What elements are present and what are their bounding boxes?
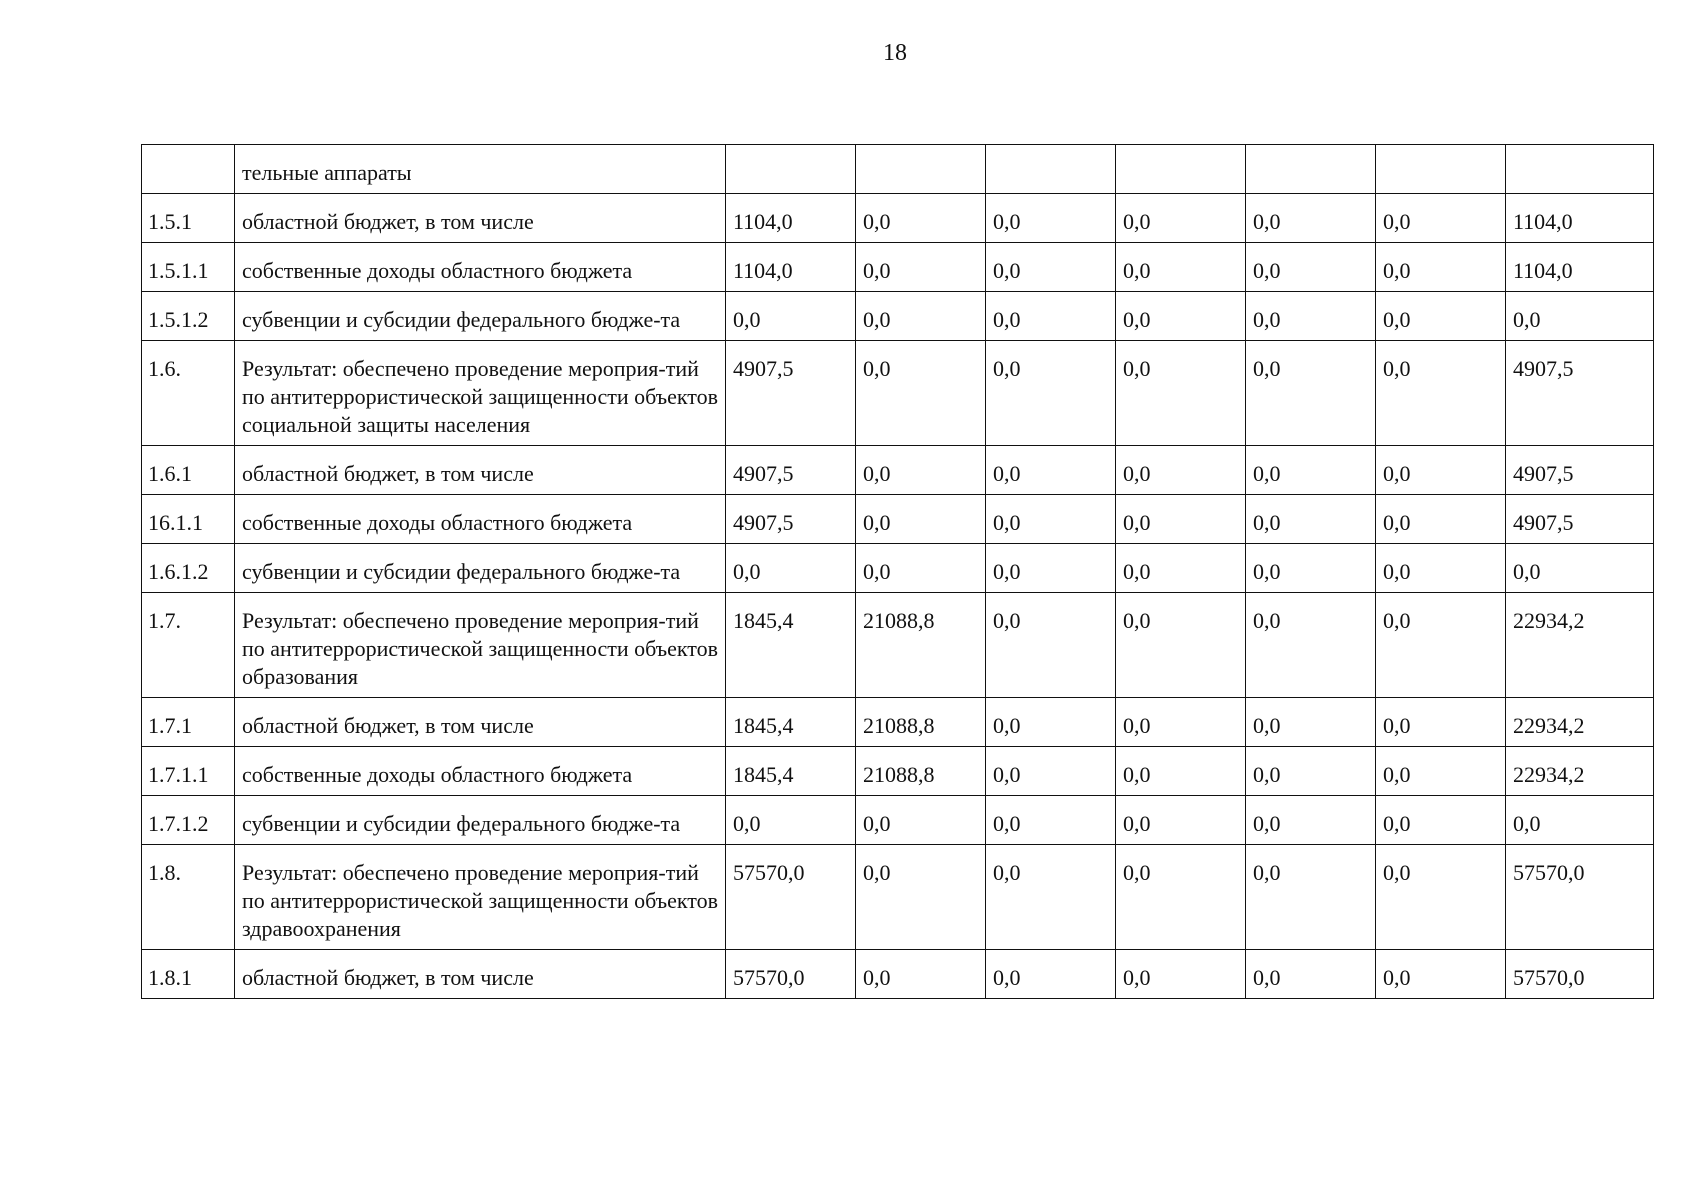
row-total-cell: 0,0 [1506,544,1654,593]
row-value-cell: 0,0 [1246,292,1376,341]
row-value-cell: 0,0 [856,446,986,495]
row-value-cell: 57570,0 [726,950,856,999]
row-number-cell: 1.5.1.2 [142,292,235,341]
row-value-cell: 0,0 [1246,446,1376,495]
table-row [142,747,1654,796]
row-total-cell: 0,0 [1506,796,1654,845]
row-value-cell [856,145,986,194]
row-description-cell: собственные доходы областного бюджета [235,747,726,796]
row-description-cell: тельные аппараты [235,145,726,194]
row-number-cell: 1.6.1 [142,446,235,495]
row-description-cell: субвенции и субсидии федерального бюдже-та [235,796,726,845]
row-value-cell: 1845,4 [726,593,856,698]
row-value-cell: 0,0 [1376,446,1506,495]
row-value-cell: 4907,5 [726,446,856,495]
row-value-cell: 0,0 [986,292,1116,341]
budget-table [141,144,1654,999]
row-value-cell: 0,0 [856,194,986,243]
table-row [142,495,1654,544]
row-number-cell: 1.7. [142,593,235,698]
row-value-cell [726,145,856,194]
row-value-cell: 0,0 [1246,845,1376,950]
table-row [142,292,1654,341]
row-description-cell: субвенции и субсидии федерального бюдже-та [235,292,726,341]
row-value-cell: 0,0 [1376,796,1506,845]
page-number: 18 [883,40,907,66]
row-value-cell: 4907,5 [726,341,856,446]
budget-table-container [141,144,1653,999]
table-row [142,446,1654,495]
row-value-cell: 0,0 [726,544,856,593]
row-description-cell: собственные доходы областного бюджета [235,495,726,544]
row-value-cell: 0,0 [1116,292,1246,341]
row-total-cell: 0,0 [1506,292,1654,341]
row-value-cell: 0,0 [986,796,1116,845]
table-body [142,145,1654,999]
row-value-cell: 0,0 [1116,698,1246,747]
row-value-cell: 1104,0 [726,243,856,292]
row-total-cell: 1104,0 [1506,194,1654,243]
row-value-cell: 0,0 [1116,194,1246,243]
row-value-cell: 21088,8 [856,698,986,747]
row-value-cell [1116,145,1246,194]
row-number-cell: 1.8. [142,845,235,950]
table-row [142,698,1654,747]
table-row [142,243,1654,292]
row-total-cell: 57570,0 [1506,845,1654,950]
row-total-cell: 57570,0 [1506,950,1654,999]
row-total-cell: 22934,2 [1506,593,1654,698]
row-number-cell: 1.5.1 [142,194,235,243]
row-value-cell: 0,0 [1246,544,1376,593]
row-total-cell: 22934,2 [1506,698,1654,747]
row-value-cell: 0,0 [1116,845,1246,950]
row-value-cell: 0,0 [1376,544,1506,593]
row-value-cell: 0,0 [856,341,986,446]
row-total-cell: 1104,0 [1506,243,1654,292]
table-row [142,593,1654,698]
row-value-cell: 0,0 [856,292,986,341]
row-value-cell: 0,0 [986,243,1116,292]
row-number-cell: 16.1.1 [142,495,235,544]
row-value-cell: 0,0 [1116,747,1246,796]
row-value-cell: 0,0 [1116,446,1246,495]
row-value-cell: 0,0 [1246,243,1376,292]
row-value-cell: 0,0 [986,950,1116,999]
row-value-cell: 0,0 [1246,194,1376,243]
row-value-cell: 0,0 [1376,341,1506,446]
row-value-cell: 0,0 [1116,495,1246,544]
row-value-cell: 0,0 [1376,495,1506,544]
row-value-cell: 0,0 [1376,194,1506,243]
row-value-cell: 0,0 [1376,593,1506,698]
row-number-cell: 1.7.1.2 [142,796,235,845]
row-number-cell: 1.7.1.1 [142,747,235,796]
row-value-cell: 0,0 [986,194,1116,243]
row-value-cell: 0,0 [1116,950,1246,999]
row-value-cell: 0,0 [986,495,1116,544]
row-value-cell: 57570,0 [726,845,856,950]
row-number-cell: 1.8.1 [142,950,235,999]
row-description-cell: областной бюджет, в том числе [235,950,726,999]
row-value-cell: 0,0 [856,950,986,999]
row-value-cell: 0,0 [1116,796,1246,845]
row-value-cell: 1845,4 [726,698,856,747]
row-description-cell: областной бюджет, в том числе [235,194,726,243]
row-value-cell: 0,0 [1246,747,1376,796]
row-number-cell: 1.5.1.1 [142,243,235,292]
row-number-cell [142,145,235,194]
row-number-cell: 1.6.1.2 [142,544,235,593]
row-value-cell: 0,0 [986,698,1116,747]
row-total-cell [1506,145,1654,194]
row-value-cell: 0,0 [856,544,986,593]
row-total-cell: 4907,5 [1506,341,1654,446]
row-value-cell: 0,0 [1246,698,1376,747]
row-number-cell: 1.7.1 [142,698,235,747]
table-row [142,194,1654,243]
row-value-cell: 0,0 [1246,341,1376,446]
row-description-cell: областной бюджет, в том числе [235,698,726,747]
table-row [142,341,1654,446]
row-value-cell: 0,0 [1116,243,1246,292]
row-description-cell: Результат: обеспечено проведение мероприя-тий по антитеррористической защищенности объектов социальной защиты населения [235,341,726,446]
row-value-cell: 0,0 [726,292,856,341]
row-value-cell: 0,0 [986,341,1116,446]
row-value-cell: 0,0 [1116,341,1246,446]
row-value-cell: 0,0 [856,796,986,845]
row-value-cell: 0,0 [1246,950,1376,999]
row-value-cell: 0,0 [1376,950,1506,999]
row-value-cell: 0,0 [726,796,856,845]
row-value-cell: 0,0 [856,495,986,544]
row-description-cell: Результат: обеспечено проведение мероприя-тий по антитеррористической защищенности объектов здравоохранения [235,845,726,950]
row-value-cell: 0,0 [1376,243,1506,292]
row-value-cell: 0,0 [1116,593,1246,698]
row-value-cell: 0,0 [986,845,1116,950]
row-total-cell: 22934,2 [1506,747,1654,796]
table-row [142,845,1654,950]
row-value-cell: 0,0 [986,593,1116,698]
row-total-cell: 4907,5 [1506,495,1654,544]
row-value-cell [1376,145,1506,194]
row-description-cell: собственные доходы областного бюджета [235,243,726,292]
row-value-cell: 0,0 [1116,544,1246,593]
row-value-cell: 21088,8 [856,747,986,796]
row-description-cell: субвенции и субсидии федерального бюдже-та [235,544,726,593]
table-row [142,796,1654,845]
row-value-cell: 0,0 [856,243,986,292]
row-value-cell: 0,0 [1376,845,1506,950]
table-row [142,544,1654,593]
row-value-cell: 0,0 [986,446,1116,495]
row-value-cell: 0,0 [1246,796,1376,845]
row-value-cell: 0,0 [856,845,986,950]
row-value-cell: 21088,8 [856,593,986,698]
table-row [142,145,1654,194]
table-row [142,950,1654,999]
row-value-cell: 0,0 [986,747,1116,796]
row-value-cell: 0,0 [1246,593,1376,698]
row-value-cell: 0,0 [1376,292,1506,341]
row-value-cell: 4907,5 [726,495,856,544]
row-value-cell: 0,0 [1376,698,1506,747]
row-number-cell: 1.6. [142,341,235,446]
row-value-cell: 0,0 [1376,747,1506,796]
row-total-cell: 4907,5 [1506,446,1654,495]
row-value-cell: 0,0 [1246,495,1376,544]
row-value-cell: 1104,0 [726,194,856,243]
row-value-cell [1246,145,1376,194]
row-description-cell: Результат: обеспечено проведение мероприя-тий по антитеррористической защищенности объектов образования [235,593,726,698]
row-value-cell: 0,0 [986,544,1116,593]
row-value-cell: 1845,4 [726,747,856,796]
row-description-cell: областной бюджет, в том числе [235,446,726,495]
row-value-cell [986,145,1116,194]
